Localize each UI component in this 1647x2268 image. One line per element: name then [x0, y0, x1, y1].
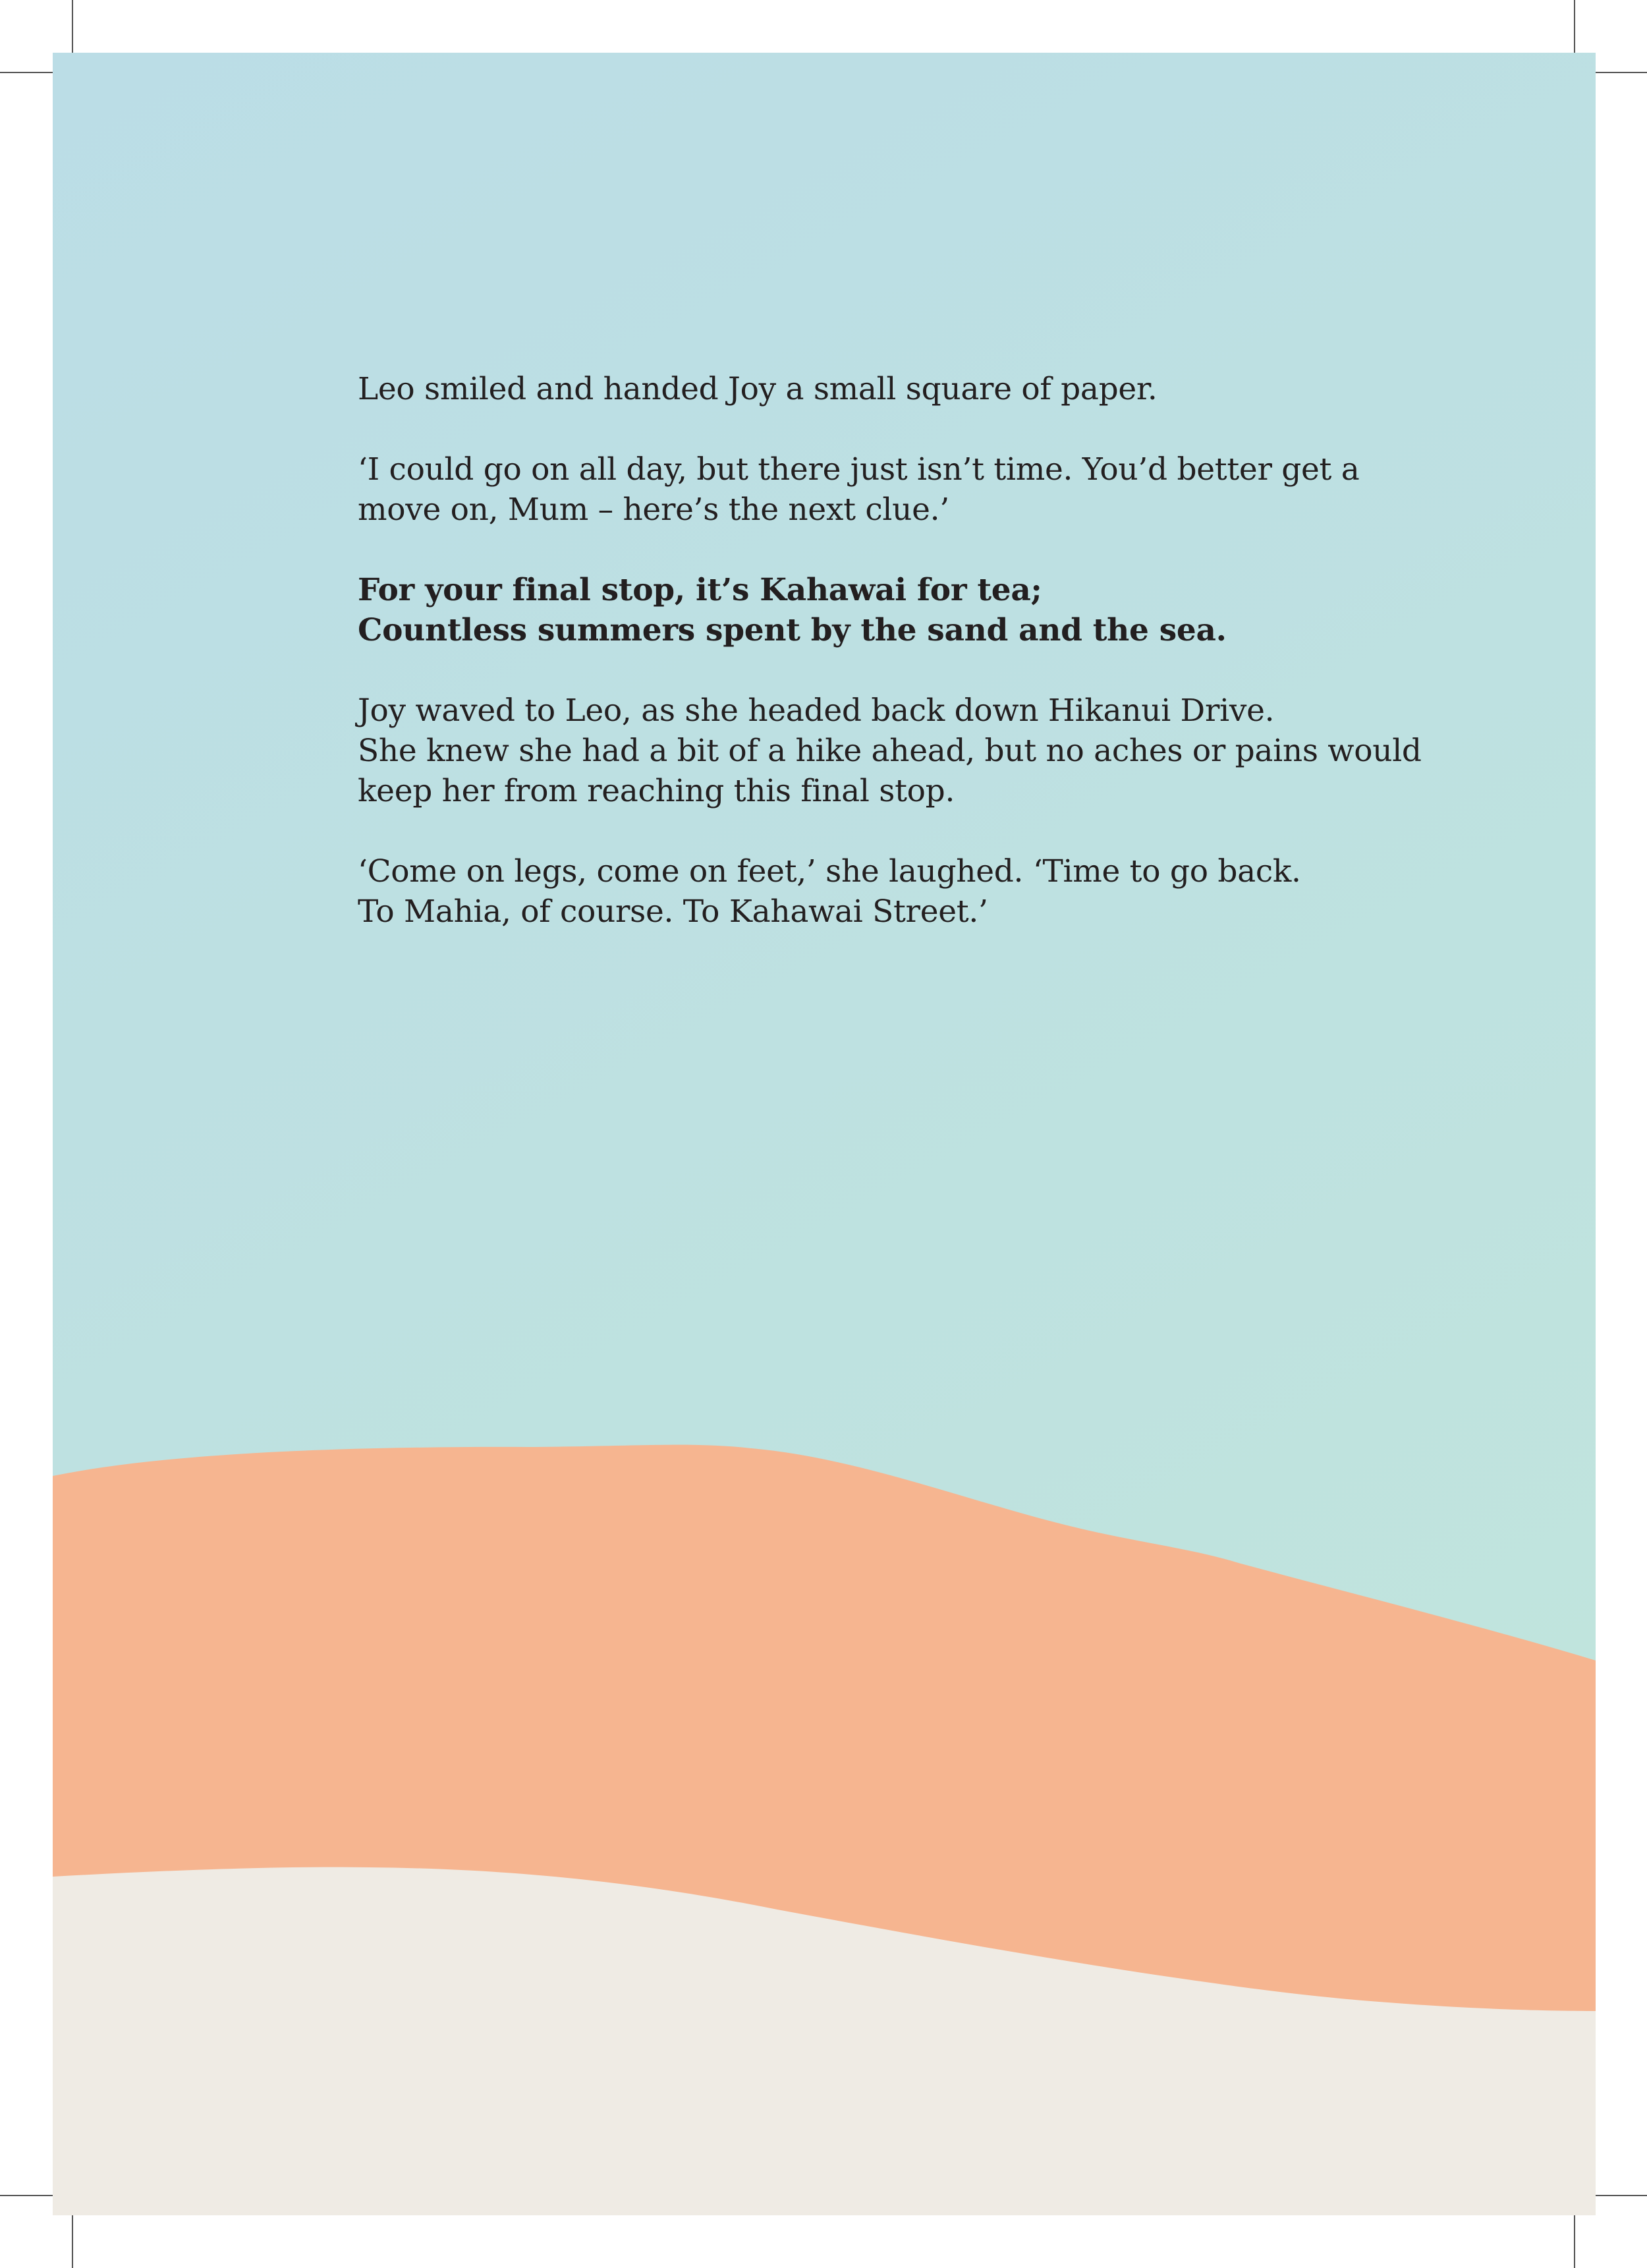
- clue-verse: [358, 570, 1346, 650]
- story-text: [358, 369, 1422, 972]
- paragraph-joy-waved: [358, 691, 1422, 811]
- paragraph-joy-speech: [358, 851, 1346, 932]
- text-line: ‘I could go on all day, but there just isn’t time. You’d better get a: [358, 451, 1360, 488]
- paragraph-leo-smiled: [358, 369, 1346, 409]
- text-line: move on, Mum – here’s the next clue.’: [358, 492, 949, 528]
- clue-line: Countless summers spent by the sand and the sea.: [358, 612, 1227, 648]
- text-line: Joy waved to Leo, as she headed back down Hikanui Drive.: [358, 693, 1275, 729]
- text-line: To Mahia, of course. To Kahawai Street.’: [358, 893, 988, 930]
- paragraph-leo-speech: [358, 449, 1360, 530]
- text-line: keep her from reaching this final stop.: [358, 773, 955, 809]
- text-line: She knew she had a bit of a hike ahead, but no aches or pains would: [358, 733, 1422, 769]
- clue-line: For your final stop, it’s Kahawai for tea;: [358, 572, 1042, 608]
- text-line: Leo smiled and handed Joy a small square of paper.: [358, 371, 1158, 407]
- text-line: ‘Come on legs, come on feet,’ she laughed. ‘Time to go back.: [358, 853, 1301, 890]
